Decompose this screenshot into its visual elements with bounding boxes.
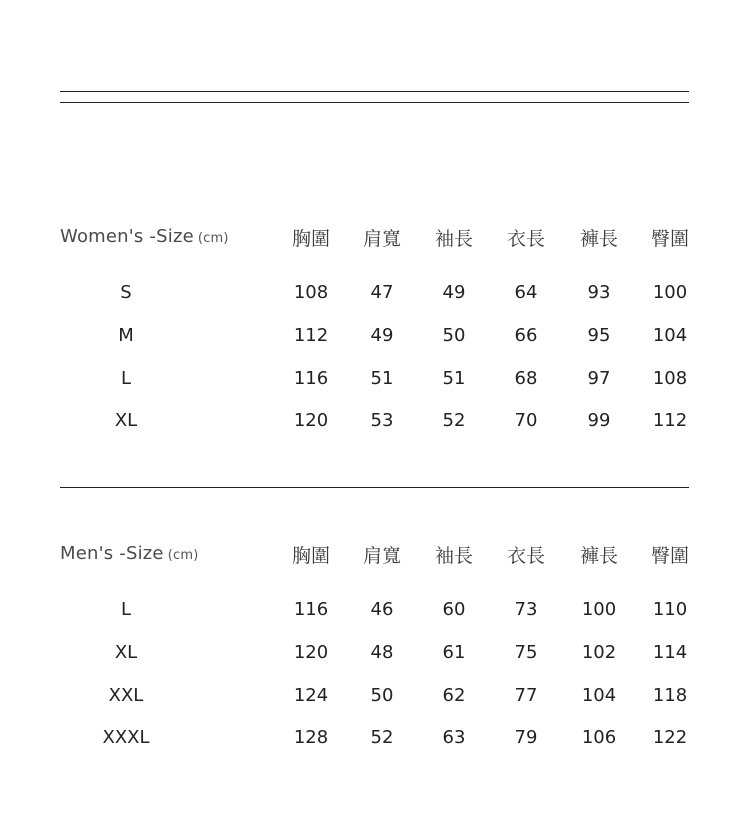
table-cell: 100 bbox=[581, 599, 617, 620]
table-cell: 47 bbox=[370, 282, 394, 303]
col-header-sleeve: 袖長 bbox=[434, 545, 473, 567]
table-cell: 64 bbox=[514, 282, 538, 303]
col-header-pants-length: 褲長 bbox=[579, 228, 618, 250]
section-divider bbox=[60, 487, 689, 488]
table-cell: 122 bbox=[652, 727, 688, 748]
table-row bbox=[0, 727, 750, 751]
table-cell: 46 bbox=[370, 599, 394, 620]
table-cell: 124 bbox=[293, 685, 329, 706]
table-cell: 120 bbox=[293, 410, 329, 431]
table-row bbox=[0, 282, 750, 306]
table-cell: 62 bbox=[442, 685, 466, 706]
col-header-length: 衣長 bbox=[506, 545, 545, 567]
table-cell: 116 bbox=[293, 368, 329, 389]
col-header-hip: 臀圍 bbox=[650, 545, 689, 567]
size-label: XXL bbox=[108, 685, 144, 706]
col-header-sleeve: 袖長 bbox=[434, 228, 473, 250]
table-cell: 75 bbox=[514, 642, 538, 663]
col-header-shoulder: 肩寬 bbox=[362, 545, 401, 567]
table-cell: 120 bbox=[293, 642, 329, 663]
table-cell: 116 bbox=[293, 599, 329, 620]
table-row bbox=[0, 599, 750, 623]
table-cell: 77 bbox=[514, 685, 538, 706]
table-cell: 99 bbox=[587, 410, 611, 431]
size-label: L bbox=[120, 368, 132, 389]
table-cell: 112 bbox=[293, 325, 329, 346]
table-cell: 112 bbox=[652, 410, 688, 431]
table-cell: 68 bbox=[514, 368, 538, 389]
table-cell: 51 bbox=[442, 368, 466, 389]
table-cell: 118 bbox=[652, 685, 688, 706]
table-cell: 102 bbox=[581, 642, 617, 663]
table-cell: 66 bbox=[514, 325, 538, 346]
table-cell: 100 bbox=[652, 282, 688, 303]
col-header-shoulder: 肩寬 bbox=[362, 228, 401, 250]
women-table-title bbox=[60, 226, 229, 247]
table-cell: 63 bbox=[442, 727, 466, 748]
table-cell: 51 bbox=[370, 368, 394, 389]
col-header-length: 衣長 bbox=[506, 228, 545, 250]
table-cell: 50 bbox=[442, 325, 466, 346]
table-row bbox=[0, 410, 750, 434]
table-cell: 93 bbox=[587, 282, 611, 303]
table-cell: 110 bbox=[652, 599, 688, 620]
men-table-title bbox=[60, 543, 198, 564]
table-cell: 70 bbox=[514, 410, 538, 431]
table-cell: 108 bbox=[652, 368, 688, 389]
col-header-chest: 胸圍 bbox=[291, 228, 330, 250]
table-cell: 104 bbox=[581, 685, 617, 706]
table-cell: 79 bbox=[514, 727, 538, 748]
top-rule-1 bbox=[60, 91, 689, 92]
table-cell: 95 bbox=[587, 325, 611, 346]
women-unit-text: (cm) bbox=[197, 231, 229, 246]
women-title-text: Women's -Size bbox=[60, 226, 194, 247]
col-header-chest: 胸圍 bbox=[291, 545, 330, 567]
table-cell: 97 bbox=[587, 368, 611, 389]
table-cell: 52 bbox=[442, 410, 466, 431]
size-label: XXXL bbox=[102, 727, 150, 748]
size-label: L bbox=[120, 599, 132, 620]
table-cell: 50 bbox=[370, 685, 394, 706]
table-cell: 49 bbox=[442, 282, 466, 303]
table-row bbox=[0, 685, 750, 709]
col-header-pants-length: 褲長 bbox=[579, 545, 618, 567]
table-row bbox=[0, 642, 750, 666]
size-label: XL bbox=[114, 410, 138, 431]
table-row bbox=[0, 368, 750, 392]
men-title-text: Men's -Size bbox=[60, 543, 164, 564]
col-header-hip: 臀圍 bbox=[650, 228, 689, 250]
table-cell: 73 bbox=[514, 599, 538, 620]
table-cell: 60 bbox=[442, 599, 466, 620]
table-cell: 128 bbox=[293, 727, 329, 748]
table-cell: 49 bbox=[370, 325, 394, 346]
table-cell: 53 bbox=[370, 410, 394, 431]
table-cell: 106 bbox=[581, 727, 617, 748]
table-cell: 104 bbox=[652, 325, 688, 346]
size-label: XL bbox=[114, 642, 138, 663]
table-cell: 48 bbox=[370, 642, 394, 663]
men-unit-text: (cm) bbox=[167, 548, 199, 563]
table-cell: 61 bbox=[442, 642, 466, 663]
table-cell: 108 bbox=[293, 282, 329, 303]
size-label: S bbox=[120, 282, 132, 303]
top-rule-2 bbox=[60, 102, 689, 103]
table-cell: 52 bbox=[370, 727, 394, 748]
table-row bbox=[0, 325, 750, 349]
table-cell: 114 bbox=[652, 642, 688, 663]
size-label: M bbox=[118, 325, 134, 346]
